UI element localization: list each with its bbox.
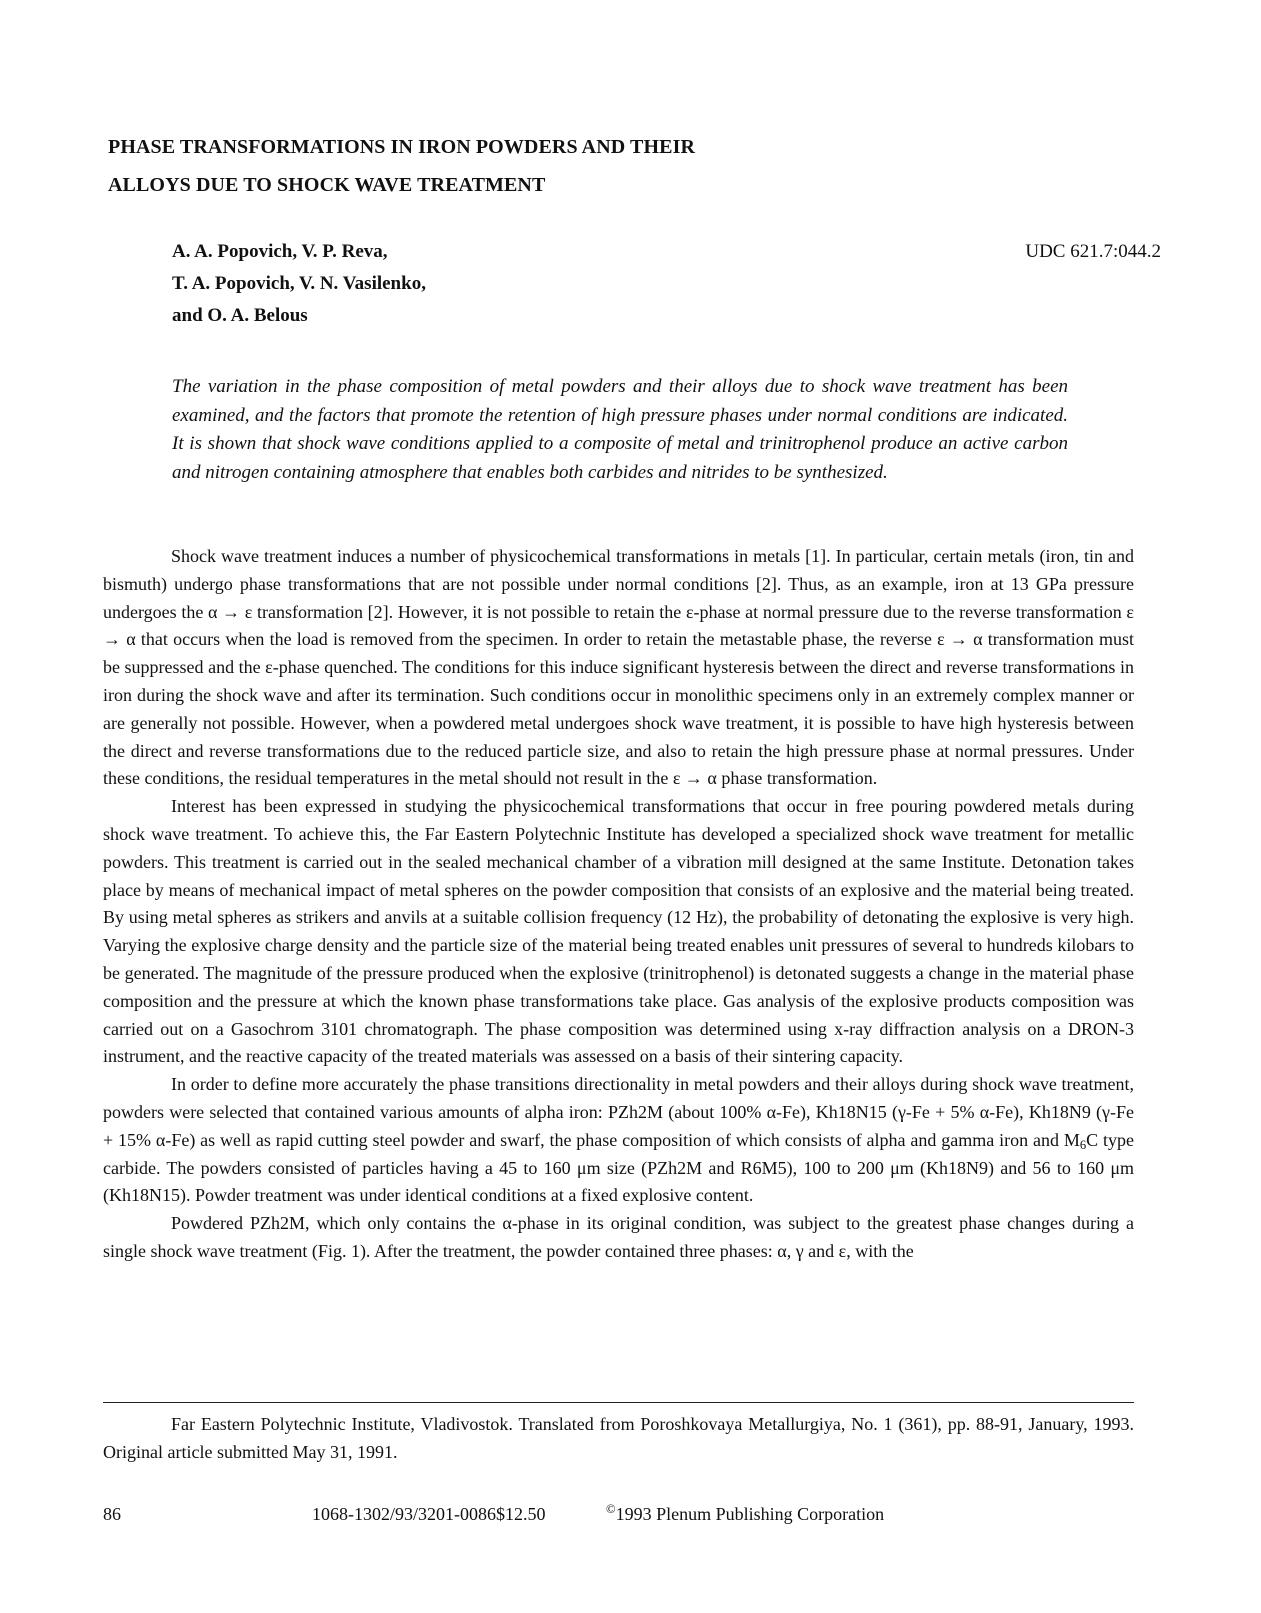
paragraph-3-part-b: C type carbide. The powders consisted of particles having a 45 to 160 μm size (PZh2M and R6M5), 100 to 200 μm (Kh18N9) and 56 to 160 μm (Kh18N15). Powder treatment was under identical conditions at a fixed explosive content. (103, 1129, 1134, 1206)
paragraph-2: Interest has been expressed in studying the physicochemical transformations that occur in free pouring powdered metals during shock wave treatment. To achieve this, the Far Eastern Polytechnic Institute has developed a specialized shock wave treatment for metallic powders. This treatment is carried out in the sealed mechanical chamber of a vibration mill designed at the same Institute. Detonation takes place by means of mechanical impact of metal spheres on the powder composition that consists of an explosive and the material being treated. By using metal spheres as strikers and anvils at a suitable collision frequency (12 Hz), the probability of detonating the explosive is very high. Varying the explosive charge density and the particle size of the material being treated enables unit pressures of several to hundreds kilobars to be generated. The magnitude of the pressure produced when the explosive (trinitrophenol) is detonated suggests a change in the material phase composition and the pressure at which the known phase transformations take place. Gas analysis of the explosive products composition was carried out on a Gasochrom 3101 chromatograph. The phase composition was determined using x-ray diffraction analysis on a DRON-3 instrument, and the reactive capacity of the treated materials was assessed on a basis of their sintering capacity. (103, 796, 1134, 1067)
author-list (172, 236, 672, 332)
author-line-2: T. A. Popovich, V. N. Vasilenko, (172, 273, 426, 294)
copyright-text: 1993 Plenum Publishing Corporation (615, 1504, 885, 1524)
page-number: 86 (103, 1504, 121, 1524)
title-line-1: PHASE TRANSFORMATIONS IN IRON POWDERS AND THEIR (108, 136, 696, 158)
author-line-1: A. A. Popovich, V. P. Reva, (172, 241, 388, 262)
issn-price: 1068-1302/93/3201-0086$12.50 (312, 1504, 546, 1524)
footnote-text: Far Eastern Polytechnic Institute, Vladivostok. Translated from Poroshkovaya Metallurgiya, No. 1 (361), pp. 88-91, January, 1993. Original article submitted May 31, 1991. (103, 1414, 1134, 1462)
copyright-symbol: © (606, 1502, 616, 1516)
abstract: The variation in the phase composition of metal powders and their alloys due to shock wave treatment has been examined, and the factors that promote the retention of high pressure phases under normal conditions are indicated. It is shown that shock wave conditions applied to a composite of metal and trinitrophenol produce an active carbon and nitrogen containing atmosphere that enables both carbides and nitrides to be synthesized. (172, 376, 1068, 483)
author-line-3: and O. A. Belous (172, 305, 308, 326)
paragraph-3-part-a: In order to define more accurately the phase transitions directionality in metal powders and their alloys during shock wave treatment, powders were selected that contained various amounts of alpha iron: PZh2M (about 100% α-Fe), Kh18N15 (γ-Fe + 5% α-Fe), Kh18N9 (γ-Fe + 15% α-Fe) as well as rapid cutting steel powder and swarf, the phase composition of which consists of alpha and gamma iron and M (103, 1074, 1134, 1150)
title-line-2: ALLOYS DUE TO SHOCK WAVE TREATMENT (108, 174, 546, 196)
paragraph-3 (103, 1071, 1134, 1210)
carbide-subscript: 6 (1079, 1137, 1087, 1152)
paragraph-4: Powdered PZh2M, which only contains the α-phase in its original condition, was subject to the greatest phase changes during a single shock wave treatment (Fig. 1). After the treatment, the powder contained three phases: α, γ and ε, with the (103, 1213, 1134, 1261)
paper-title (108, 128, 1008, 204)
udc-code: UDC 621.7:044.2 (1025, 241, 1161, 262)
body-text (103, 543, 1134, 1266)
footnote (103, 1410, 1134, 1466)
footnote-divider (103, 1402, 1134, 1403)
paragraph-1: Shock wave treatment induces a number of physicochemical transformations in metals [1]. In particular, certain metals (iron, tin and bismuth) undergo phase transformations that are not possible under normal conditions [2]. Thus, as an example, iron at 13 GPa pressure undergoes the α → ε transformation [2]. However, it is not possible to retain the ε-phase at normal pressure due to the reverse transformation ε → α that occurs when the load is removed from the specimen. In order to retain the metastable phase, the reverse ε → α transformation must be suppressed and the ε-phase quenched. The conditions for this induce significant hysteresis between the direct and reverse transformations in iron during the shock wave and after its termination. Such conditions occur in monolithic specimens only in an extremely complex manner or are generally not possible. However, when a powdered metal undergoes shock wave treatment, it is possible to have high hysteresis between the direct and reverse transformations due to the reduced particle size, and also to retain the high pressure phase at normal pressures. Under these conditions, the residual temperatures in the metal should not result in the ε → α phase transformation. (103, 546, 1134, 789)
copyright-line (606, 1500, 884, 1528)
